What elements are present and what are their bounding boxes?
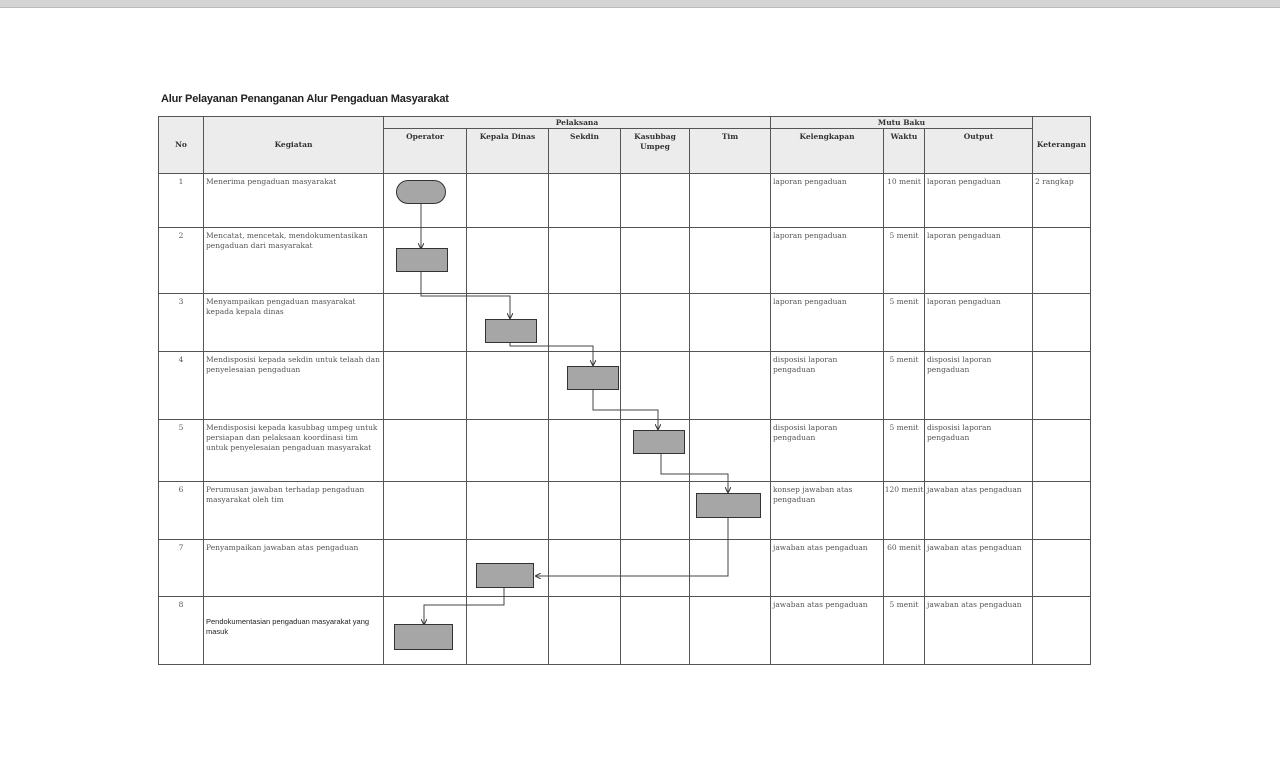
header-mutu-baku: Mutu Baku — [770, 116, 1033, 129]
header-pelaksana: Pelaksana — [383, 116, 771, 129]
header-sekdin: Sekdin — [548, 128, 621, 174]
row-output: disposisi laporan pengaduan — [924, 351, 1033, 420]
row-kegiatan: Penyampaikan jawaban atas pengaduan — [203, 539, 384, 597]
row-kegiatan: Mendisposisi kepada sekdin untuk telaah dan penyelesaian pengaduan — [203, 351, 384, 420]
header-keterangan: Keterangan — [1032, 116, 1091, 174]
process-box-kepala-dinas-3 — [485, 319, 537, 343]
row-kelengkapan: laporan pengaduan — [770, 173, 884, 228]
row-keterangan — [1032, 539, 1091, 597]
lane-cell — [466, 227, 549, 294]
row-waktu: 60 menit — [883, 539, 925, 597]
process-box-kepala-dinas-7 — [476, 563, 534, 588]
header-kegiatan: Kegiatan — [203, 116, 384, 174]
lane-cell — [620, 173, 690, 228]
row-waktu: 5 menit — [883, 227, 925, 294]
row-number: 2 — [158, 227, 204, 294]
lane-cell — [548, 227, 621, 294]
row-output: laporan pengaduan — [924, 293, 1033, 352]
header-kepala-dinas: Kepala Dinas — [466, 128, 549, 174]
row-kelengkapan: disposisi laporan pengaduan — [770, 351, 884, 420]
row-kegiatan: Menerima pengaduan masyarakat — [203, 173, 384, 228]
lane-cell — [689, 227, 771, 294]
lane-cell — [466, 596, 549, 665]
lane-cell — [383, 293, 467, 352]
row-keterangan — [1032, 596, 1091, 665]
lane-cell — [689, 173, 771, 228]
lane-cell — [548, 173, 621, 228]
row-number: 3 — [158, 293, 204, 352]
lane-cell — [548, 293, 621, 352]
row-keterangan — [1032, 481, 1091, 540]
row-number: 1 — [158, 173, 204, 228]
lane-cell — [620, 351, 690, 420]
row-number: 8 — [158, 596, 204, 665]
lane-cell — [689, 293, 771, 352]
row-kegiatan: Pendokumentasian pengaduan masyarakat yang masuk — [203, 596, 384, 665]
row-output: jawaban atas pengaduan — [924, 481, 1033, 540]
process-box-tim-6 — [696, 493, 761, 518]
lane-cell — [548, 596, 621, 665]
row-output: disposisi laporan pengaduan — [924, 419, 1033, 482]
header-tim: Tim — [689, 128, 771, 174]
row-output: laporan pengaduan — [924, 227, 1033, 294]
row-waktu: 5 menit — [883, 596, 925, 665]
lane-cell — [689, 596, 771, 665]
header-no: No — [158, 116, 204, 174]
row-kegiatan: Perumusan jawaban terhadap pengaduan masyarakat oleh tim — [203, 481, 384, 540]
process-box-kasubbag-5 — [633, 430, 685, 454]
header-kasubbag-umpeg: Kasubbag Umpeg — [620, 128, 690, 174]
lane-cell — [383, 539, 467, 597]
row-kelengkapan: disposisi laporan pengaduan — [770, 419, 884, 482]
lane-cell — [620, 539, 690, 597]
lane-cell — [620, 596, 690, 665]
row-waktu: 10 menit — [883, 173, 925, 228]
row-keterangan — [1032, 351, 1091, 420]
row-number: 4 — [158, 351, 204, 420]
header-waktu: Waktu — [883, 128, 925, 174]
row-output: jawaban atas pengaduan — [924, 539, 1033, 597]
row-kelengkapan: konsep jawaban atas pengaduan — [770, 481, 884, 540]
row-keterangan — [1032, 293, 1091, 352]
row-output: jawaban atas pengaduan — [924, 596, 1033, 665]
lane-cell — [620, 227, 690, 294]
row-kelengkapan: jawaban atas pengaduan — [770, 596, 884, 665]
row-kelengkapan: laporan pengaduan — [770, 293, 884, 352]
start-terminator-shape — [396, 180, 446, 204]
lane-cell — [689, 419, 771, 482]
row-number: 6 — [158, 481, 204, 540]
row-kelengkapan: laporan pengaduan — [770, 227, 884, 294]
lane-cell — [466, 419, 549, 482]
row-keterangan — [1032, 227, 1091, 294]
lane-cell — [383, 481, 467, 540]
lane-cell — [548, 419, 621, 482]
document-title: Alur Pelayanan Penanganan Alur Pengaduan Masyarakat — [161, 93, 449, 105]
header-kelengkapan: Kelengkapan — [770, 128, 884, 174]
lane-cell — [466, 173, 549, 228]
lane-cell — [689, 351, 771, 420]
row-waktu: 5 menit — [883, 351, 925, 420]
scan-top-edge — [0, 0, 1280, 8]
header-output: Output — [924, 128, 1033, 174]
lane-cell — [383, 351, 467, 420]
lane-cell — [548, 539, 621, 597]
lane-cell — [383, 419, 467, 482]
lane-cell — [466, 351, 549, 420]
row-number: 7 — [158, 539, 204, 597]
row-keterangan: 2 rangkap — [1032, 173, 1091, 228]
lane-cell — [548, 481, 621, 540]
row-waktu: 5 menit — [883, 419, 925, 482]
process-box-operator-2 — [396, 248, 448, 272]
row-output: laporan pengaduan — [924, 173, 1033, 228]
row-keterangan — [1032, 419, 1091, 482]
lane-cell — [689, 539, 771, 597]
row-waktu: 120 menit — [883, 481, 925, 540]
row-kegiatan: Mendisposisi kepada kasubbag umpeg untuk persiapan dan pelaksaan koordinasi tim untuk penyelesaian pengaduan masyarakat — [203, 419, 384, 482]
lane-cell — [620, 481, 690, 540]
procedure-table — [158, 116, 1090, 664]
row-number: 5 — [158, 419, 204, 482]
row-kegiatan: Mencatat, mencetak, mendokumentasikan pengaduan dari masyarakat — [203, 227, 384, 294]
lane-cell — [620, 293, 690, 352]
process-box-sekdin-4 — [567, 366, 619, 390]
process-box-operator-8 — [394, 624, 453, 650]
lane-cell — [466, 481, 549, 540]
row-kelengkapan: jawaban atas pengaduan — [770, 539, 884, 597]
row-waktu: 5 menit — [883, 293, 925, 352]
row-kegiatan: Menyampaikan pengaduan masyarakat kepada kepala dinas — [203, 293, 384, 352]
header-operator: Operator — [383, 128, 467, 174]
